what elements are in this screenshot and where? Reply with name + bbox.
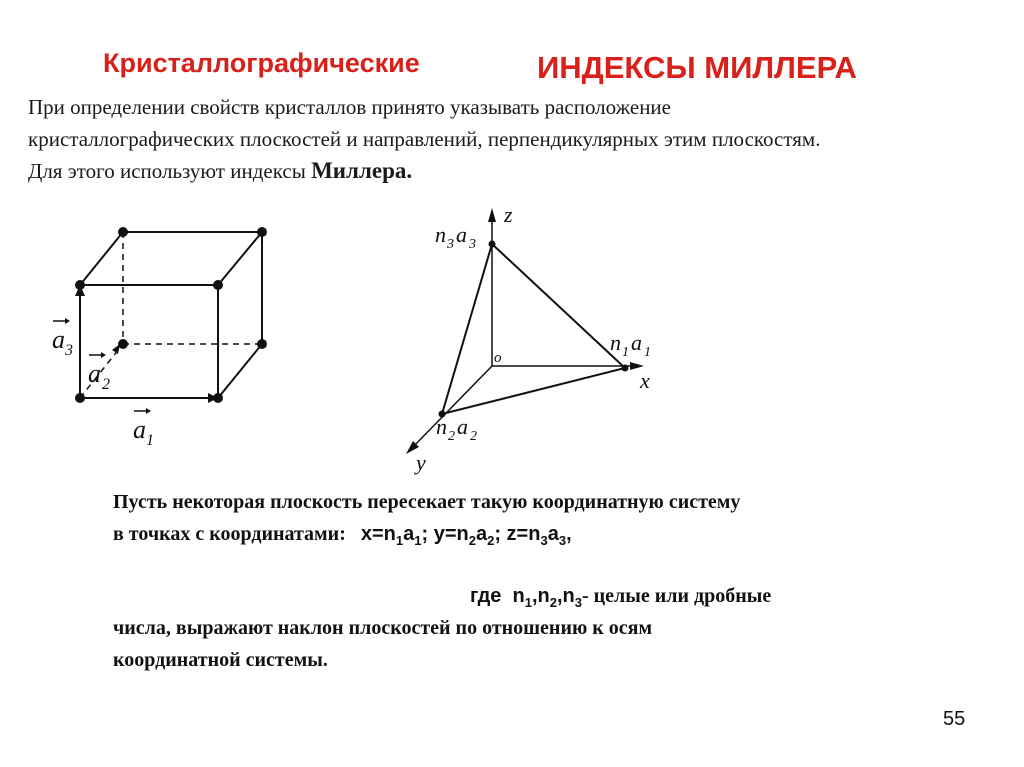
x-axis-label: x (640, 368, 650, 393)
a2-vector-label (88, 352, 110, 393)
a1-vector-label (133, 408, 154, 449)
svg-text:1: 1 (146, 432, 154, 449)
paragraph-line-5: координатной системы. (113, 649, 328, 671)
origin-label: o (494, 350, 502, 366)
n3a3-label (435, 222, 476, 252)
intro-line-1: При определении свойств кристаллов принято указывать расположение (28, 95, 671, 119)
paragraph-line-1: Пусть некоторая плоскость пересекает такую координатную систему (113, 491, 741, 513)
svg-text:3: 3 (65, 342, 73, 359)
paragraph-line-4: числа, выражают наклон плоскостей по отношению к осям (113, 617, 653, 639)
where-clause: где $n_1,n_2,n_3-$ целые или дробные (470, 585, 772, 610)
svg-text:2: 2 (470, 429, 477, 444)
svg-text:1: 1 (622, 345, 629, 360)
svg-text:a: a (133, 415, 146, 444)
svg-text:3: 3 (447, 237, 454, 252)
svg-text:2: 2 (448, 429, 455, 444)
coordinates-intro: в точках с координатами: (113, 523, 346, 545)
n1a1-label (610, 330, 651, 360)
intro-line-3 (28, 155, 1018, 187)
svg-text:3: 3 (469, 237, 476, 252)
y-axis-label: y (416, 450, 426, 475)
svg-text:a: a (631, 330, 642, 355)
unit-cell-cube-diagram (40, 210, 340, 470)
svg-text:n: n (436, 414, 447, 439)
intro-line-2: кристаллографических плоскостей и направлений, перпендикулярных этим плоскостям. (28, 127, 821, 151)
n2a2-label (436, 414, 477, 444)
svg-text:a: a (52, 325, 65, 354)
slide-title-right: ИНДЕКСЫ МИЛЛЕРА (537, 50, 857, 85)
miller-plane-axes-diagram (390, 200, 670, 480)
svg-text:a: a (456, 222, 467, 247)
page-number: 55 (943, 708, 966, 730)
intercept-formula: $x=n_1a_1$; $y=n_2a_2$; $z=n_3a_3$, (360, 523, 572, 548)
z-axis-label: z (504, 202, 513, 227)
svg-text:n: n (435, 222, 446, 247)
svg-text:a: a (457, 414, 468, 439)
svg-text:a: a (88, 359, 101, 388)
paragraph-line-2 (113, 518, 963, 557)
a3-vector-label (52, 318, 73, 359)
svg-text:1: 1 (644, 345, 651, 360)
miller-name: Миллера. (311, 158, 413, 183)
svg-text:2: 2 (102, 376, 110, 393)
slide-title-left: Кристаллографические (103, 48, 420, 78)
intro-line-3-text: Для этого используют индексы (28, 159, 312, 183)
svg-text:n: n (610, 330, 621, 355)
intro-paragraph (28, 91, 1018, 187)
